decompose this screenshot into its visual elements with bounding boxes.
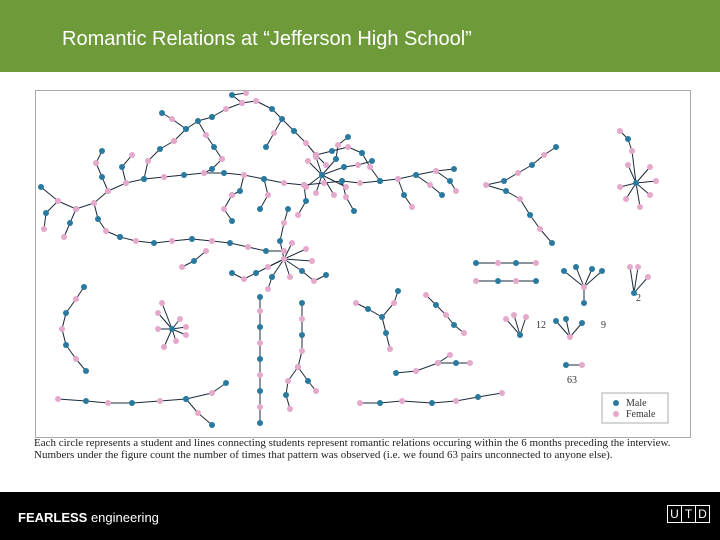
female-student-node bbox=[271, 130, 277, 136]
female-student-node bbox=[355, 162, 361, 168]
male-student-node bbox=[159, 110, 165, 116]
female-student-node bbox=[93, 160, 99, 166]
male-student-node bbox=[95, 216, 101, 222]
male-student-node bbox=[209, 422, 215, 428]
relation-edge bbox=[184, 173, 204, 175]
female-student-node bbox=[321, 180, 327, 186]
female-student-node bbox=[243, 91, 249, 96]
male-student-node bbox=[383, 330, 389, 336]
female-student-node bbox=[387, 346, 393, 352]
male-student-node bbox=[339, 178, 345, 184]
female-student-node bbox=[627, 264, 633, 270]
male-student-node bbox=[377, 400, 383, 406]
male-student-node bbox=[83, 368, 89, 374]
male-student-node bbox=[561, 268, 567, 274]
female-student-node bbox=[461, 330, 467, 336]
legend-female-marker bbox=[613, 411, 619, 417]
female-student-node bbox=[511, 312, 517, 318]
relation-edge bbox=[360, 181, 380, 183]
female-student-node bbox=[541, 152, 547, 158]
female-student-node bbox=[91, 200, 97, 206]
male-student-node bbox=[625, 136, 631, 142]
female-student-node bbox=[73, 296, 79, 302]
female-student-node bbox=[637, 204, 643, 210]
female-student-node bbox=[635, 264, 641, 270]
male-student-node bbox=[257, 420, 263, 426]
logo-letter-t: T bbox=[681, 505, 696, 523]
female-student-node bbox=[155, 326, 161, 332]
relation-edge bbox=[86, 401, 108, 403]
female-student-node bbox=[201, 170, 207, 176]
male-student-node bbox=[581, 300, 587, 306]
female-student-node bbox=[169, 116, 175, 122]
female-student-node bbox=[467, 360, 473, 366]
female-student-node bbox=[55, 396, 61, 402]
male-student-node bbox=[473, 260, 479, 266]
male-student-node bbox=[129, 400, 135, 406]
male-student-node bbox=[257, 294, 263, 300]
male-student-node bbox=[451, 166, 457, 172]
relation-edge bbox=[636, 183, 640, 207]
male-student-node bbox=[369, 158, 375, 164]
female-student-node bbox=[161, 344, 167, 350]
male-student-node bbox=[261, 176, 267, 182]
female-student-node bbox=[617, 128, 623, 134]
female-student-node bbox=[73, 206, 79, 212]
male-student-node bbox=[393, 370, 399, 376]
male-student-node bbox=[63, 342, 69, 348]
relation-edge bbox=[162, 303, 172, 329]
figure-caption: Each circle represents a student and lines connecting students represent romantic relations occuring within the 6 months preceding the interview. Numbers under the figure count the number of times that pattern was observed (i.e. we found 63 pairs unconnected to anyone else). bbox=[34, 437, 671, 461]
female-student-node bbox=[173, 338, 179, 344]
female-student-node bbox=[223, 106, 229, 112]
female-student-node bbox=[647, 192, 653, 198]
male-student-node bbox=[277, 238, 283, 244]
female-student-node bbox=[303, 246, 309, 252]
male-student-node bbox=[553, 318, 559, 324]
male-student-node bbox=[141, 176, 147, 182]
female-student-node bbox=[303, 140, 309, 146]
count-label-9: 9 bbox=[601, 320, 606, 331]
female-student-node bbox=[103, 228, 109, 234]
female-student-node bbox=[435, 360, 441, 366]
female-student-node bbox=[265, 192, 271, 198]
male-student-node bbox=[453, 360, 459, 366]
female-student-node bbox=[245, 244, 251, 250]
network-diagram bbox=[36, 91, 690, 437]
male-student-node bbox=[181, 172, 187, 178]
female-student-node bbox=[313, 388, 319, 394]
male-student-node bbox=[237, 188, 243, 194]
male-student-node bbox=[503, 188, 509, 194]
female-student-node bbox=[203, 248, 209, 254]
female-student-node bbox=[453, 188, 459, 194]
relation-edge bbox=[132, 401, 160, 403]
male-student-node bbox=[533, 278, 539, 284]
male-student-node bbox=[433, 302, 439, 308]
footer-brand-rest: engineering bbox=[87, 510, 159, 525]
female-student-node bbox=[219, 156, 225, 162]
female-student-node bbox=[353, 300, 359, 306]
female-student-node bbox=[345, 144, 351, 150]
female-student-node bbox=[433, 168, 439, 174]
female-student-node bbox=[209, 238, 215, 244]
male-student-node bbox=[345, 134, 351, 140]
male-student-node bbox=[513, 260, 519, 266]
female-student-node bbox=[427, 182, 433, 188]
male-student-node bbox=[333, 156, 339, 162]
male-student-node bbox=[257, 356, 263, 362]
male-student-node bbox=[475, 394, 481, 400]
female-student-node bbox=[413, 368, 419, 374]
relation-edge bbox=[432, 401, 456, 403]
relation-edge bbox=[172, 239, 192, 241]
female-student-node bbox=[579, 362, 585, 368]
male-student-node bbox=[291, 128, 297, 134]
female-student-node bbox=[55, 198, 61, 204]
male-student-node bbox=[253, 270, 259, 276]
female-student-node bbox=[241, 172, 247, 178]
female-student-node bbox=[179, 264, 185, 270]
female-student-node bbox=[395, 176, 401, 182]
male-student-node bbox=[257, 206, 263, 212]
female-student-node bbox=[229, 192, 235, 198]
count-label-2: 2 bbox=[636, 293, 641, 304]
female-student-node bbox=[495, 260, 501, 266]
male-student-node bbox=[183, 126, 189, 132]
legend-female-label: Female bbox=[626, 409, 656, 420]
male-student-node bbox=[119, 164, 125, 170]
female-student-node bbox=[623, 196, 629, 202]
female-student-node bbox=[281, 220, 287, 226]
female-student-node bbox=[183, 332, 189, 338]
female-student-node bbox=[313, 154, 319, 160]
female-student-node bbox=[145, 158, 151, 164]
male-student-node bbox=[195, 118, 201, 124]
male-student-node bbox=[211, 144, 217, 150]
male-student-node bbox=[189, 236, 195, 242]
female-student-node bbox=[313, 190, 319, 196]
female-student-node bbox=[257, 308, 263, 314]
female-student-node bbox=[581, 284, 587, 290]
relation-edge bbox=[244, 175, 264, 179]
male-student-node bbox=[229, 218, 235, 224]
female-student-node bbox=[253, 98, 259, 104]
female-student-node bbox=[177, 316, 183, 322]
male-student-node bbox=[191, 258, 197, 264]
logo-letter-u: U bbox=[667, 505, 682, 523]
male-student-node bbox=[43, 210, 49, 216]
male-student-node bbox=[63, 310, 69, 316]
male-student-node bbox=[229, 270, 235, 276]
male-student-node bbox=[81, 284, 87, 290]
female-student-node bbox=[195, 410, 201, 416]
pattern-count-labels bbox=[536, 293, 641, 386]
male-student-node bbox=[549, 240, 555, 246]
legend-male-label: Male bbox=[626, 398, 647, 409]
relation-edge bbox=[456, 397, 478, 401]
female-student-node bbox=[257, 404, 263, 410]
female-student-node bbox=[503, 316, 509, 322]
male-student-node bbox=[451, 322, 457, 328]
female-student-node bbox=[423, 292, 429, 298]
relation-edge bbox=[396, 371, 416, 373]
relation-edge bbox=[164, 175, 184, 177]
female-student-node bbox=[287, 274, 293, 280]
male-student-node bbox=[401, 192, 407, 198]
male-student-node bbox=[395, 288, 401, 294]
male-student-node bbox=[257, 324, 263, 330]
female-student-node bbox=[295, 212, 301, 218]
female-student-node bbox=[645, 274, 651, 280]
slide-title: Romantic Relations at “Jefferson High School” bbox=[62, 28, 472, 50]
female-student-node bbox=[239, 100, 245, 106]
female-student-node bbox=[625, 162, 631, 168]
male-student-node bbox=[529, 162, 535, 168]
female-student-node bbox=[443, 312, 449, 318]
female-student-node bbox=[357, 400, 363, 406]
relation-edge bbox=[478, 393, 502, 397]
female-student-node bbox=[129, 152, 135, 158]
footer-bar bbox=[0, 492, 720, 540]
male-student-node bbox=[377, 178, 383, 184]
male-student-node bbox=[573, 264, 579, 270]
female-student-node bbox=[357, 180, 363, 186]
footer-brand bbox=[18, 510, 159, 525]
female-student-node bbox=[157, 398, 163, 404]
male-student-node bbox=[285, 206, 291, 212]
male-student-node bbox=[599, 268, 605, 274]
female-student-node bbox=[331, 192, 337, 198]
title-bar bbox=[0, 0, 720, 72]
male-student-node bbox=[209, 166, 215, 172]
male-student-node bbox=[563, 362, 569, 368]
female-student-node bbox=[299, 316, 305, 322]
male-student-node bbox=[67, 220, 73, 226]
male-student-node bbox=[209, 114, 215, 120]
male-student-node bbox=[379, 314, 385, 320]
relation-edge bbox=[416, 363, 438, 371]
male-student-node bbox=[447, 178, 453, 184]
female-student-node bbox=[105, 188, 111, 194]
female-student-node bbox=[483, 182, 489, 188]
female-student-node bbox=[309, 258, 315, 264]
male-student-node bbox=[329, 148, 335, 154]
male-student-node bbox=[439, 192, 445, 198]
male-student-node bbox=[319, 172, 325, 178]
male-student-node bbox=[299, 268, 305, 274]
relation-edge bbox=[486, 185, 506, 191]
female-student-node bbox=[155, 310, 161, 316]
female-student-node bbox=[629, 148, 635, 154]
male-student-node bbox=[299, 300, 305, 306]
male-student-node bbox=[553, 144, 559, 150]
female-student-node bbox=[653, 178, 659, 184]
male-student-node bbox=[257, 388, 263, 394]
relation-edge bbox=[380, 401, 402, 403]
female-student-node bbox=[647, 164, 653, 170]
relation-edge bbox=[58, 399, 86, 401]
male-student-node bbox=[269, 106, 275, 112]
female-student-node bbox=[567, 334, 573, 340]
male-student-node bbox=[351, 208, 357, 214]
female-student-node bbox=[513, 278, 519, 284]
female-student-node bbox=[399, 398, 405, 404]
legend bbox=[602, 393, 668, 423]
male-student-node bbox=[263, 144, 269, 150]
relation-edge bbox=[284, 259, 312, 261]
male-student-node bbox=[299, 332, 305, 338]
female-student-node bbox=[447, 352, 453, 358]
relation-edge bbox=[41, 187, 58, 201]
male-student-node bbox=[517, 332, 523, 338]
female-student-node bbox=[533, 260, 539, 266]
female-student-node bbox=[105, 400, 111, 406]
female-student-node bbox=[183, 324, 189, 330]
female-student-node bbox=[343, 194, 349, 200]
male-student-node bbox=[501, 178, 507, 184]
female-student-node bbox=[241, 276, 247, 282]
male-student-node bbox=[221, 170, 227, 176]
male-student-node bbox=[157, 146, 163, 152]
relation-edge bbox=[402, 401, 432, 403]
male-student-node bbox=[579, 320, 585, 326]
male-student-node bbox=[495, 278, 501, 284]
relation-edge bbox=[284, 259, 302, 271]
count-label-63: 63 bbox=[567, 375, 577, 386]
relation-edge bbox=[186, 393, 212, 399]
relation-edge bbox=[636, 181, 656, 183]
female-student-node bbox=[515, 170, 521, 176]
male-student-node bbox=[269, 274, 275, 280]
male-student-node bbox=[183, 396, 189, 402]
relation-edge bbox=[192, 239, 212, 241]
female-student-node bbox=[159, 300, 165, 306]
female-student-node bbox=[257, 372, 263, 378]
male-student-node bbox=[413, 172, 419, 178]
relation-edge bbox=[264, 179, 284, 183]
relation-edge bbox=[158, 313, 172, 329]
male-student-node bbox=[99, 148, 105, 154]
female-student-node bbox=[41, 226, 47, 232]
female-student-node bbox=[499, 390, 505, 396]
female-student-node bbox=[453, 398, 459, 404]
female-student-node bbox=[203, 132, 209, 138]
male-student-node bbox=[227, 240, 233, 246]
female-student-node bbox=[335, 142, 341, 148]
relation-edge bbox=[416, 171, 436, 175]
footer-brand-bold: FEARLESS bbox=[18, 510, 88, 525]
relation-edges bbox=[41, 93, 656, 425]
male-student-node bbox=[279, 116, 285, 122]
relation-edge bbox=[224, 173, 244, 175]
male-student-node bbox=[341, 164, 347, 170]
female-student-node bbox=[303, 184, 309, 190]
male-student-node bbox=[283, 392, 289, 398]
female-student-node bbox=[295, 364, 301, 370]
female-student-node bbox=[287, 406, 293, 412]
male-student-node bbox=[117, 234, 123, 240]
female-student-node bbox=[61, 234, 67, 240]
female-student-node bbox=[311, 278, 317, 284]
female-student-node bbox=[171, 138, 177, 144]
female-student-node bbox=[209, 390, 215, 396]
logo-letter-d: D bbox=[695, 505, 710, 523]
male-student-node bbox=[169, 326, 175, 332]
female-student-node bbox=[343, 184, 349, 190]
female-student-node bbox=[285, 378, 291, 384]
relation-edge bbox=[284, 249, 306, 259]
female-student-node bbox=[517, 196, 523, 202]
female-student-node bbox=[391, 300, 397, 306]
male-student-node bbox=[83, 398, 89, 404]
student-nodes bbox=[38, 91, 659, 428]
female-student-node bbox=[59, 326, 65, 332]
female-student-node bbox=[617, 184, 623, 190]
legend-male-marker bbox=[613, 400, 619, 406]
relation-edge bbox=[284, 183, 304, 185]
female-student-node bbox=[281, 256, 287, 262]
relation-edge bbox=[144, 177, 164, 179]
male-student-node bbox=[429, 400, 435, 406]
female-student-node bbox=[409, 204, 415, 210]
female-student-node bbox=[367, 164, 373, 170]
male-student-node bbox=[38, 184, 44, 190]
female-student-node bbox=[281, 180, 287, 186]
female-student-node bbox=[265, 286, 271, 292]
female-student-node bbox=[473, 278, 479, 284]
female-student-node bbox=[299, 348, 305, 354]
male-student-node bbox=[365, 306, 371, 312]
female-student-node bbox=[161, 174, 167, 180]
relation-edge bbox=[160, 399, 186, 401]
female-student-node bbox=[537, 226, 543, 232]
female-student-node bbox=[221, 206, 227, 212]
female-student-node bbox=[289, 240, 295, 246]
female-student-node bbox=[133, 238, 139, 244]
female-student-node bbox=[305, 158, 311, 164]
male-student-node bbox=[151, 240, 157, 246]
male-student-node bbox=[229, 92, 235, 98]
male-student-node bbox=[563, 316, 569, 322]
male-student-node bbox=[99, 174, 105, 180]
female-student-node bbox=[257, 340, 263, 346]
relation-edge bbox=[630, 267, 634, 293]
male-student-node bbox=[527, 212, 533, 218]
male-student-node bbox=[323, 272, 329, 278]
female-student-node bbox=[265, 264, 271, 270]
female-student-node bbox=[73, 356, 79, 362]
male-student-node bbox=[305, 378, 311, 384]
female-student-node bbox=[169, 238, 175, 244]
male-student-node bbox=[633, 180, 639, 186]
count-label-12: 12 bbox=[536, 320, 546, 331]
male-student-node bbox=[303, 198, 309, 204]
female-student-node bbox=[281, 248, 287, 254]
network-figure bbox=[35, 90, 691, 438]
female-student-node bbox=[123, 180, 129, 186]
male-student-node bbox=[223, 380, 229, 386]
female-student-node bbox=[523, 314, 529, 320]
utd-logo bbox=[667, 505, 709, 523]
female-student-node bbox=[323, 162, 329, 168]
male-student-node bbox=[589, 266, 595, 272]
male-student-node bbox=[359, 150, 365, 156]
male-student-node bbox=[263, 248, 269, 254]
relation-edge bbox=[636, 167, 650, 183]
relation-edge bbox=[584, 271, 602, 287]
